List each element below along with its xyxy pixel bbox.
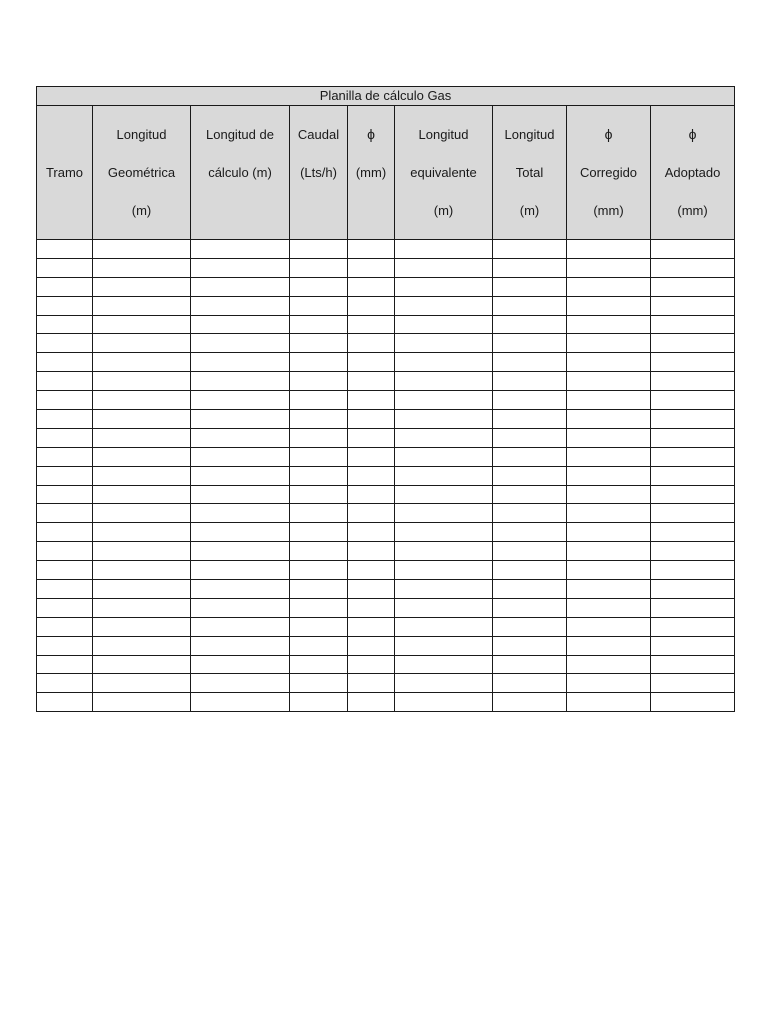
cell-longitud-calculo[interactable] xyxy=(191,485,290,504)
cell-longitud-equivalente[interactable] xyxy=(395,315,493,334)
cell-caudal[interactable] xyxy=(290,485,348,504)
cell-phi-corregido[interactable] xyxy=(567,674,651,693)
cell-longitud-total[interactable] xyxy=(493,372,567,391)
cell-phi-adoptado[interactable] xyxy=(651,580,735,599)
table-row xyxy=(37,410,735,429)
cell-phi-corregido[interactable] xyxy=(567,466,651,485)
cell-longitud-geometrica[interactable] xyxy=(93,277,191,296)
cell-caudal[interactable] xyxy=(290,504,348,523)
cell-longitud-equivalente[interactable] xyxy=(395,466,493,485)
cell-phi-adoptado[interactable] xyxy=(651,655,735,674)
cell-tramo[interactable] xyxy=(37,372,93,391)
cell-longitud-calculo[interactable] xyxy=(191,466,290,485)
cell-longitud-geometrica[interactable] xyxy=(93,391,191,410)
header-line: Geométrica xyxy=(107,165,176,180)
cell-longitud-equivalente[interactable] xyxy=(395,372,493,391)
cell-longitud-total[interactable] xyxy=(493,277,567,296)
cell-caudal[interactable] xyxy=(290,466,348,485)
header-line: (m) xyxy=(519,203,540,218)
cell-longitud-equivalente[interactable] xyxy=(395,277,493,296)
cell-phi-adoptado[interactable] xyxy=(651,466,735,485)
cell-phi[interactable] xyxy=(348,674,395,693)
cell-longitud-geometrica[interactable] xyxy=(93,240,191,259)
cell-phi-adoptado[interactable] xyxy=(651,258,735,277)
cell-longitud-equivalente[interactable] xyxy=(395,296,493,315)
cell-phi-corregido[interactable] xyxy=(567,523,651,542)
cell-longitud-calculo[interactable] xyxy=(191,296,290,315)
table-row xyxy=(37,655,735,674)
table-row xyxy=(37,523,735,542)
cell-phi-corregido[interactable] xyxy=(567,296,651,315)
cell-phi[interactable] xyxy=(348,636,395,655)
cell-longitud-geometrica[interactable] xyxy=(93,428,191,447)
cell-tramo[interactable] xyxy=(37,693,93,712)
table-row xyxy=(37,674,735,693)
cell-caudal[interactable] xyxy=(290,447,348,466)
cell-longitud-calculo[interactable] xyxy=(191,315,290,334)
cell-longitud-geometrica[interactable] xyxy=(93,504,191,523)
cell-longitud-calculo[interactable] xyxy=(191,655,290,674)
cell-phi-corregido[interactable] xyxy=(567,277,651,296)
cell-caudal[interactable] xyxy=(290,598,348,617)
cell-phi[interactable] xyxy=(348,353,395,372)
cell-phi-corregido[interactable] xyxy=(567,258,651,277)
cell-phi-corregido[interactable] xyxy=(567,485,651,504)
cell-longitud-total[interactable] xyxy=(493,353,567,372)
table-row xyxy=(37,466,735,485)
cell-longitud-total[interactable] xyxy=(493,655,567,674)
phi-symbol: ϕ xyxy=(604,126,613,142)
cell-phi-corregido[interactable] xyxy=(567,542,651,561)
cell-phi-corregido[interactable] xyxy=(567,391,651,410)
cell-longitud-equivalente[interactable] xyxy=(395,523,493,542)
cell-caudal[interactable] xyxy=(290,277,348,296)
cell-phi-adoptado[interactable] xyxy=(651,372,735,391)
cell-longitud-total[interactable] xyxy=(493,485,567,504)
cell-longitud-total[interactable] xyxy=(493,580,567,599)
cell-longitud-total[interactable] xyxy=(493,561,567,580)
cell-longitud-calculo[interactable] xyxy=(191,334,290,353)
table-row xyxy=(37,277,735,296)
table-row xyxy=(37,315,735,334)
cell-caudal[interactable] xyxy=(290,296,348,315)
cell-phi-adoptado[interactable] xyxy=(651,598,735,617)
cell-longitud-geometrica[interactable] xyxy=(93,447,191,466)
cell-caudal[interactable] xyxy=(290,523,348,542)
cell-phi-adoptado[interactable] xyxy=(651,542,735,561)
header-longitud-geometrica xyxy=(93,106,191,240)
cell-phi-adoptado[interactable] xyxy=(651,485,735,504)
cell-longitud-calculo[interactable] xyxy=(191,372,290,391)
cell-longitud-geometrica[interactable] xyxy=(93,466,191,485)
cell-phi-corregido[interactable] xyxy=(567,240,651,259)
cell-phi[interactable] xyxy=(348,580,395,599)
cell-phi[interactable] xyxy=(348,617,395,636)
table-row xyxy=(37,353,735,372)
cell-longitud-calculo[interactable] xyxy=(191,580,290,599)
cell-longitud-total[interactable] xyxy=(493,617,567,636)
cell-longitud-geometrica[interactable] xyxy=(93,561,191,580)
cell-longitud-calculo[interactable] xyxy=(191,240,290,259)
table-row xyxy=(37,428,735,447)
cell-caudal[interactable] xyxy=(290,636,348,655)
cell-longitud-calculo[interactable] xyxy=(191,277,290,296)
table-row xyxy=(37,598,735,617)
cell-longitud-calculo[interactable] xyxy=(191,561,290,580)
cell-longitud-geometrica[interactable] xyxy=(93,693,191,712)
table-row xyxy=(37,504,735,523)
cell-phi-corregido[interactable] xyxy=(567,334,651,353)
cell-phi[interactable] xyxy=(348,334,395,353)
cell-longitud-calculo[interactable] xyxy=(191,523,290,542)
cell-phi[interactable] xyxy=(348,391,395,410)
cell-phi-corregido[interactable] xyxy=(567,447,651,466)
cell-tramo[interactable] xyxy=(37,485,93,504)
cell-phi-corregido[interactable] xyxy=(567,655,651,674)
cell-longitud-total[interactable] xyxy=(493,296,567,315)
cell-tramo[interactable] xyxy=(37,240,93,259)
cell-longitud-equivalente[interactable] xyxy=(395,504,493,523)
cell-tramo[interactable] xyxy=(37,315,93,334)
cell-caudal[interactable] xyxy=(290,391,348,410)
cell-longitud-total[interactable] xyxy=(493,240,567,259)
header-line: (mm) xyxy=(677,203,708,218)
cell-longitud-equivalente[interactable] xyxy=(395,561,493,580)
cell-tramo[interactable] xyxy=(37,561,93,580)
header-line: Longitud xyxy=(116,127,167,142)
table-row xyxy=(37,258,735,277)
cell-phi-corregido[interactable] xyxy=(567,617,651,636)
cell-longitud-geometrica[interactable] xyxy=(93,334,191,353)
header-line: (mm) xyxy=(593,203,624,218)
cell-tramo[interactable] xyxy=(37,636,93,655)
cell-longitud-total[interactable] xyxy=(493,428,567,447)
cell-longitud-geometrica[interactable] xyxy=(93,655,191,674)
cell-tramo[interactable] xyxy=(37,580,93,599)
cell-tramo[interactable] xyxy=(37,655,93,674)
cell-caudal[interactable] xyxy=(290,561,348,580)
cell-longitud-equivalente[interactable] xyxy=(395,428,493,447)
cell-tramo[interactable] xyxy=(37,410,93,429)
cell-tramo[interactable] xyxy=(37,277,93,296)
cell-phi[interactable] xyxy=(348,693,395,712)
header-caudal xyxy=(290,106,348,240)
cell-phi-corregido[interactable] xyxy=(567,504,651,523)
cell-longitud-total[interactable] xyxy=(493,542,567,561)
cell-longitud-equivalente[interactable] xyxy=(395,258,493,277)
cell-tramo[interactable] xyxy=(37,258,93,277)
cell-caudal[interactable] xyxy=(290,617,348,636)
cell-phi-corregido[interactable] xyxy=(567,580,651,599)
cell-caudal[interactable] xyxy=(290,315,348,334)
cell-longitud-geometrica[interactable] xyxy=(93,485,191,504)
cell-tramo[interactable] xyxy=(37,296,93,315)
cell-longitud-total[interactable] xyxy=(493,693,567,712)
cell-longitud-total[interactable] xyxy=(493,315,567,334)
cell-longitud-equivalente[interactable] xyxy=(395,636,493,655)
cell-phi-adoptado[interactable] xyxy=(651,353,735,372)
table-row xyxy=(37,693,735,712)
cell-longitud-geometrica[interactable] xyxy=(93,674,191,693)
header-longitud-equivalente xyxy=(395,106,493,240)
cell-phi-adoptado[interactable] xyxy=(651,674,735,693)
cell-longitud-total[interactable] xyxy=(493,598,567,617)
cell-phi[interactable] xyxy=(348,485,395,504)
cell-caudal[interactable] xyxy=(290,258,348,277)
cell-longitud-geometrica[interactable] xyxy=(93,580,191,599)
cell-phi-adoptado[interactable] xyxy=(651,447,735,466)
cell-phi[interactable] xyxy=(348,410,395,429)
cell-phi[interactable] xyxy=(348,447,395,466)
cell-tramo[interactable] xyxy=(37,523,93,542)
table-body xyxy=(37,240,735,712)
cell-longitud-geometrica[interactable] xyxy=(93,636,191,655)
cell-longitud-equivalente[interactable] xyxy=(395,655,493,674)
cell-phi-adoptado[interactable] xyxy=(651,504,735,523)
cell-phi[interactable] xyxy=(348,561,395,580)
cell-longitud-total[interactable] xyxy=(493,636,567,655)
cell-longitud-total[interactable] xyxy=(493,504,567,523)
cell-caudal[interactable] xyxy=(290,655,348,674)
header-line: Longitud de xyxy=(206,127,274,142)
cell-phi-adoptado[interactable] xyxy=(651,428,735,447)
table-title: Planilla de cálculo Gas xyxy=(37,87,735,106)
phi-symbol: ϕ xyxy=(688,126,697,142)
cell-phi-adoptado[interactable] xyxy=(651,523,735,542)
cell-caudal[interactable] xyxy=(290,580,348,599)
header-line: (m) xyxy=(131,203,152,218)
cell-phi-corregido[interactable] xyxy=(567,636,651,655)
cell-longitud-equivalente[interactable] xyxy=(395,353,493,372)
cell-phi[interactable] xyxy=(348,428,395,447)
header-line: Tramo xyxy=(45,165,84,180)
cell-longitud-equivalente[interactable] xyxy=(395,240,493,259)
cell-phi-corregido[interactable] xyxy=(567,428,651,447)
cell-longitud-calculo[interactable] xyxy=(191,617,290,636)
cell-caudal[interactable] xyxy=(290,693,348,712)
cell-phi-adoptado[interactable] xyxy=(651,561,735,580)
cell-longitud-calculo[interactable] xyxy=(191,391,290,410)
cell-longitud-calculo[interactable] xyxy=(191,504,290,523)
cell-longitud-geometrica[interactable] xyxy=(93,353,191,372)
header-phi xyxy=(348,106,395,240)
cell-tramo[interactable] xyxy=(37,504,93,523)
table-row xyxy=(37,296,735,315)
cell-phi-adoptado[interactable] xyxy=(651,334,735,353)
header-line: Corregido xyxy=(579,165,638,180)
cell-longitud-total[interactable] xyxy=(493,674,567,693)
cell-phi-adoptado[interactable] xyxy=(651,617,735,636)
cell-phi-corregido[interactable] xyxy=(567,353,651,372)
header-line: (Lts/h) xyxy=(300,165,337,180)
table-row xyxy=(37,580,735,599)
cell-tramo[interactable] xyxy=(37,428,93,447)
cell-phi[interactable] xyxy=(348,372,395,391)
table-row xyxy=(37,334,735,353)
cell-caudal[interactable] xyxy=(290,240,348,259)
cell-phi-adoptado[interactable] xyxy=(651,693,735,712)
cell-tramo[interactable] xyxy=(37,598,93,617)
header-line: Caudal xyxy=(297,127,340,142)
cell-phi-corregido[interactable] xyxy=(567,410,651,429)
cell-tramo[interactable] xyxy=(37,542,93,561)
cell-longitud-geometrica[interactable] xyxy=(93,598,191,617)
header-line: (m) xyxy=(433,203,454,218)
cell-longitud-geometrica[interactable] xyxy=(93,410,191,429)
table-row xyxy=(37,485,735,504)
cell-phi[interactable] xyxy=(348,277,395,296)
cell-caudal[interactable] xyxy=(290,674,348,693)
cell-longitud-geometrica[interactable] xyxy=(93,617,191,636)
cell-longitud-calculo[interactable] xyxy=(191,542,290,561)
cell-longitud-calculo[interactable] xyxy=(191,674,290,693)
cell-phi-corregido[interactable] xyxy=(567,693,651,712)
cell-longitud-total[interactable] xyxy=(493,466,567,485)
cell-longitud-total[interactable] xyxy=(493,391,567,410)
table-row xyxy=(37,240,735,259)
cell-caudal[interactable] xyxy=(290,410,348,429)
cell-caudal[interactable] xyxy=(290,428,348,447)
cell-longitud-calculo[interactable] xyxy=(191,410,290,429)
cell-phi-adoptado[interactable] xyxy=(651,240,735,259)
cell-phi-corregido[interactable] xyxy=(567,315,651,334)
table-row xyxy=(37,542,735,561)
cell-tramo[interactable] xyxy=(37,353,93,372)
table-row xyxy=(37,447,735,466)
cell-phi-adoptado[interactable] xyxy=(651,296,735,315)
table-row xyxy=(37,372,735,391)
cell-caudal[interactable] xyxy=(290,353,348,372)
header-line: equivalente xyxy=(410,165,477,180)
cell-longitud-equivalente[interactable] xyxy=(395,617,493,636)
cell-longitud-calculo[interactable] xyxy=(191,428,290,447)
cell-longitud-equivalente[interactable] xyxy=(395,674,493,693)
table-row xyxy=(37,561,735,580)
cell-phi-adoptado[interactable] xyxy=(651,391,735,410)
cell-longitud-geometrica[interactable] xyxy=(93,258,191,277)
cell-longitud-equivalente[interactable] xyxy=(395,580,493,599)
cell-longitud-calculo[interactable] xyxy=(191,636,290,655)
cell-longitud-calculo[interactable] xyxy=(191,447,290,466)
cell-tramo[interactable] xyxy=(37,674,93,693)
cell-phi-corregido[interactable] xyxy=(567,598,651,617)
cell-phi-adoptado[interactable] xyxy=(651,315,735,334)
cell-longitud-equivalente[interactable] xyxy=(395,334,493,353)
cell-longitud-equivalente[interactable] xyxy=(395,391,493,410)
cell-longitud-calculo[interactable] xyxy=(191,258,290,277)
header-line: Longitud xyxy=(418,127,469,142)
cell-longitud-geometrica[interactable] xyxy=(93,523,191,542)
cell-longitud-total[interactable] xyxy=(493,447,567,466)
header-line: Total xyxy=(515,165,544,180)
cell-phi-corregido[interactable] xyxy=(567,561,651,580)
calculation-sheet xyxy=(36,86,735,712)
cell-phi[interactable] xyxy=(348,523,395,542)
cell-longitud-equivalente[interactable] xyxy=(395,485,493,504)
table-row xyxy=(37,617,735,636)
cell-caudal[interactable] xyxy=(290,372,348,391)
cell-longitud-equivalente[interactable] xyxy=(395,447,493,466)
cell-phi[interactable] xyxy=(348,466,395,485)
table-title-row xyxy=(37,87,735,106)
cell-caudal[interactable] xyxy=(290,542,348,561)
table-row xyxy=(37,636,735,655)
header-longitud-calculo xyxy=(191,106,290,240)
cell-longitud-geometrica[interactable] xyxy=(93,542,191,561)
header-longitud-total xyxy=(493,106,567,240)
table-row xyxy=(37,391,735,410)
cell-phi[interactable] xyxy=(348,315,395,334)
cell-longitud-total[interactable] xyxy=(493,523,567,542)
cell-longitud-calculo[interactable] xyxy=(191,693,290,712)
cell-tramo[interactable] xyxy=(37,334,93,353)
header-line: cálculo (m) xyxy=(208,165,272,180)
cell-phi-adoptado[interactable] xyxy=(651,636,735,655)
cell-tramo[interactable] xyxy=(37,447,93,466)
cell-longitud-calculo[interactable] xyxy=(191,353,290,372)
cell-longitud-calculo[interactable] xyxy=(191,598,290,617)
cell-phi[interactable] xyxy=(348,598,395,617)
phi-symbol: ϕ xyxy=(367,126,375,142)
cell-longitud-total[interactable] xyxy=(493,334,567,353)
cell-tramo[interactable] xyxy=(37,617,93,636)
cell-longitud-geometrica[interactable] xyxy=(93,315,191,334)
cell-phi[interactable] xyxy=(348,542,395,561)
cell-longitud-equivalente[interactable] xyxy=(395,542,493,561)
cell-phi[interactable] xyxy=(348,258,395,277)
cell-tramo[interactable] xyxy=(37,466,93,485)
cell-tramo[interactable] xyxy=(37,391,93,410)
cell-phi[interactable] xyxy=(348,240,395,259)
header-line: Longitud xyxy=(504,127,555,142)
header-phi-adoptado xyxy=(651,106,735,240)
cell-phi[interactable] xyxy=(348,296,395,315)
header-phi-corregido xyxy=(567,106,651,240)
cell-phi[interactable] xyxy=(348,655,395,674)
gas-calculation-table xyxy=(36,86,735,712)
cell-longitud-equivalente[interactable] xyxy=(395,693,493,712)
cell-phi-adoptado[interactable] xyxy=(651,277,735,296)
cell-longitud-total[interactable] xyxy=(493,410,567,429)
header-line: (mm) xyxy=(355,165,387,180)
cell-longitud-geometrica[interactable] xyxy=(93,296,191,315)
table-header-row xyxy=(37,106,735,240)
header-tramo xyxy=(37,106,93,240)
cell-longitud-geometrica[interactable] xyxy=(93,372,191,391)
cell-caudal[interactable] xyxy=(290,334,348,353)
cell-longitud-equivalente[interactable] xyxy=(395,598,493,617)
cell-phi[interactable] xyxy=(348,504,395,523)
cell-longitud-total[interactable] xyxy=(493,258,567,277)
cell-phi-adoptado[interactable] xyxy=(651,410,735,429)
cell-phi-corregido[interactable] xyxy=(567,372,651,391)
header-line: Adoptado xyxy=(664,165,721,180)
cell-longitud-equivalente[interactable] xyxy=(395,410,493,429)
